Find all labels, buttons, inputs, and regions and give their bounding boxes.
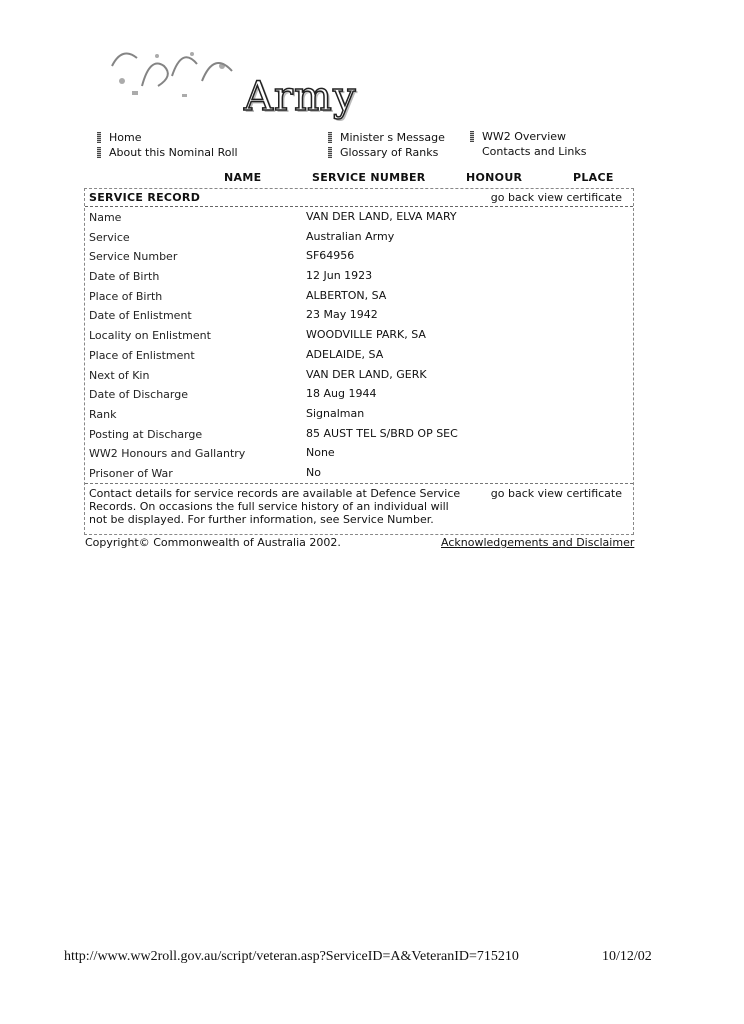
field-value: Signalman (306, 406, 365, 420)
record-links (491, 191, 622, 204)
search-tabs (84, 171, 636, 187)
nav-bullet-icon (328, 132, 332, 143)
field-value: None (306, 446, 335, 460)
field-value: VAN DER LAND, ELVA MARY (306, 210, 457, 223)
table-row (85, 207, 633, 227)
table-row (85, 345, 633, 365)
nav-link-glossary[interactable]: Glossary of Ranks (340, 146, 439, 159)
table-row (85, 286, 633, 306)
table-row (85, 325, 633, 345)
nav-bullet-icon (470, 131, 474, 142)
field-label: Posting at Discharge (89, 427, 203, 441)
field-value: 85 AUST TEL S/BRD OP SEC (306, 426, 458, 440)
table-row (85, 463, 633, 483)
view-certificate-link[interactable]: view certificate (537, 191, 622, 204)
table-row (85, 227, 633, 247)
field-value: 23 May 1942 (306, 308, 378, 322)
footnote-text (89, 487, 469, 526)
tab-place[interactable]: PLACE (573, 171, 614, 184)
nav-link-about[interactable]: About this Nominal Roll (109, 146, 238, 159)
tab-service-number[interactable]: SERVICE NUMBER (312, 171, 426, 184)
field-value: WOODVILLE PARK, SA (306, 328, 426, 342)
record-footnote (85, 484, 633, 528)
record-rows (85, 207, 633, 484)
field-value: 12 Jun 1923 (306, 269, 373, 283)
field-label: Date of Discharge (89, 388, 188, 402)
footnote-part: . On occasions the full service history of an individual will not be displayed. For further information, see (89, 499, 449, 526)
go-back-link[interactable]: go back (490, 191, 535, 204)
logo-text: Army (244, 74, 357, 120)
copyright-text: Copyright© Commonwealth of Australia 2002. (85, 536, 341, 549)
field-value: No (306, 465, 321, 479)
nav-item-home[interactable] (97, 130, 238, 145)
nav-column-3 (470, 129, 586, 159)
field-label: Place of Birth (89, 289, 163, 303)
nav-link-minister[interactable]: Minister s Message (340, 131, 445, 144)
nav-bullet-icon (97, 132, 101, 143)
field-label: Service (89, 230, 130, 244)
nav-item-about[interactable] (97, 145, 238, 160)
nav-item-minister[interactable] (328, 130, 445, 145)
nav-item-contacts[interactable] (470, 144, 586, 159)
nav-link-contacts[interactable]: Contacts and Links (482, 145, 587, 158)
field-value: VAN DER LAND, GERK (306, 367, 427, 381)
tab-honour[interactable]: HONOUR (466, 171, 523, 184)
nav-item-glossary[interactable] (328, 145, 445, 160)
service-record-header (85, 189, 633, 207)
field-value: ALBERTON, SA (306, 288, 387, 302)
table-row (85, 305, 633, 325)
print-date: 10/12/02 (602, 949, 652, 964)
table-row (85, 384, 633, 404)
table-row (85, 246, 633, 266)
army-logo (96, 30, 386, 120)
service-record-table (84, 188, 634, 535)
table-row (85, 424, 633, 444)
go-back-link[interactable]: go back (490, 486, 535, 500)
view-certificate-link[interactable]: view certificate (537, 486, 622, 500)
table-row (85, 443, 633, 463)
nav-column-1 (97, 130, 238, 160)
record-links-bottom (491, 487, 622, 500)
footnote-part: . (430, 512, 434, 526)
service-record-title: SERVICE RECORD (89, 191, 201, 204)
service-number-link[interactable]: Service Number (342, 512, 431, 526)
field-label: Date of Enlistment (89, 309, 192, 323)
acknowledgements-link[interactable]: Acknowledgements and Disclaimer (441, 536, 635, 549)
nav-link-home[interactable]: Home (109, 131, 142, 144)
field-label: Rank (89, 407, 117, 421)
table-row (85, 266, 633, 286)
field-value: 18 Aug 1944 (306, 387, 377, 401)
nav-link-overview[interactable]: WW2 Overview (482, 130, 567, 143)
field-label: Prisoner of War (89, 466, 173, 480)
field-label: Place of Enlistment (89, 348, 195, 362)
field-label: Next of Kin (89, 368, 150, 382)
table-row (85, 365, 633, 385)
field-value: Australian Army (306, 229, 395, 243)
nav-item-overview[interactable] (470, 129, 586, 144)
field-label: Locality on Enlistment (89, 329, 211, 343)
nav-bullet-icon (97, 147, 101, 158)
logo-emblem-icon (102, 36, 252, 106)
nav-bullet-icon (328, 147, 332, 158)
field-value: ADELAIDE, SA (306, 347, 384, 361)
tab-name[interactable]: NAME (224, 171, 262, 184)
field-label: Name (89, 211, 122, 224)
print-url: http://www.ww2roll.gov.au/script/veteran.asp?ServiceID=A&VeteranID=715210 (64, 949, 519, 964)
field-label: Service Number (89, 250, 178, 264)
field-label: Date of Birth (89, 270, 160, 284)
table-row (85, 404, 633, 424)
nav-column-2 (328, 130, 445, 160)
field-label: WW2 Honours and Gallantry (89, 447, 246, 461)
field-value: SF64956 (306, 249, 355, 263)
defence-records-link[interactable]: Defence Service Records (89, 486, 461, 513)
footnote-part: Contact details for service records are available at (89, 486, 371, 500)
